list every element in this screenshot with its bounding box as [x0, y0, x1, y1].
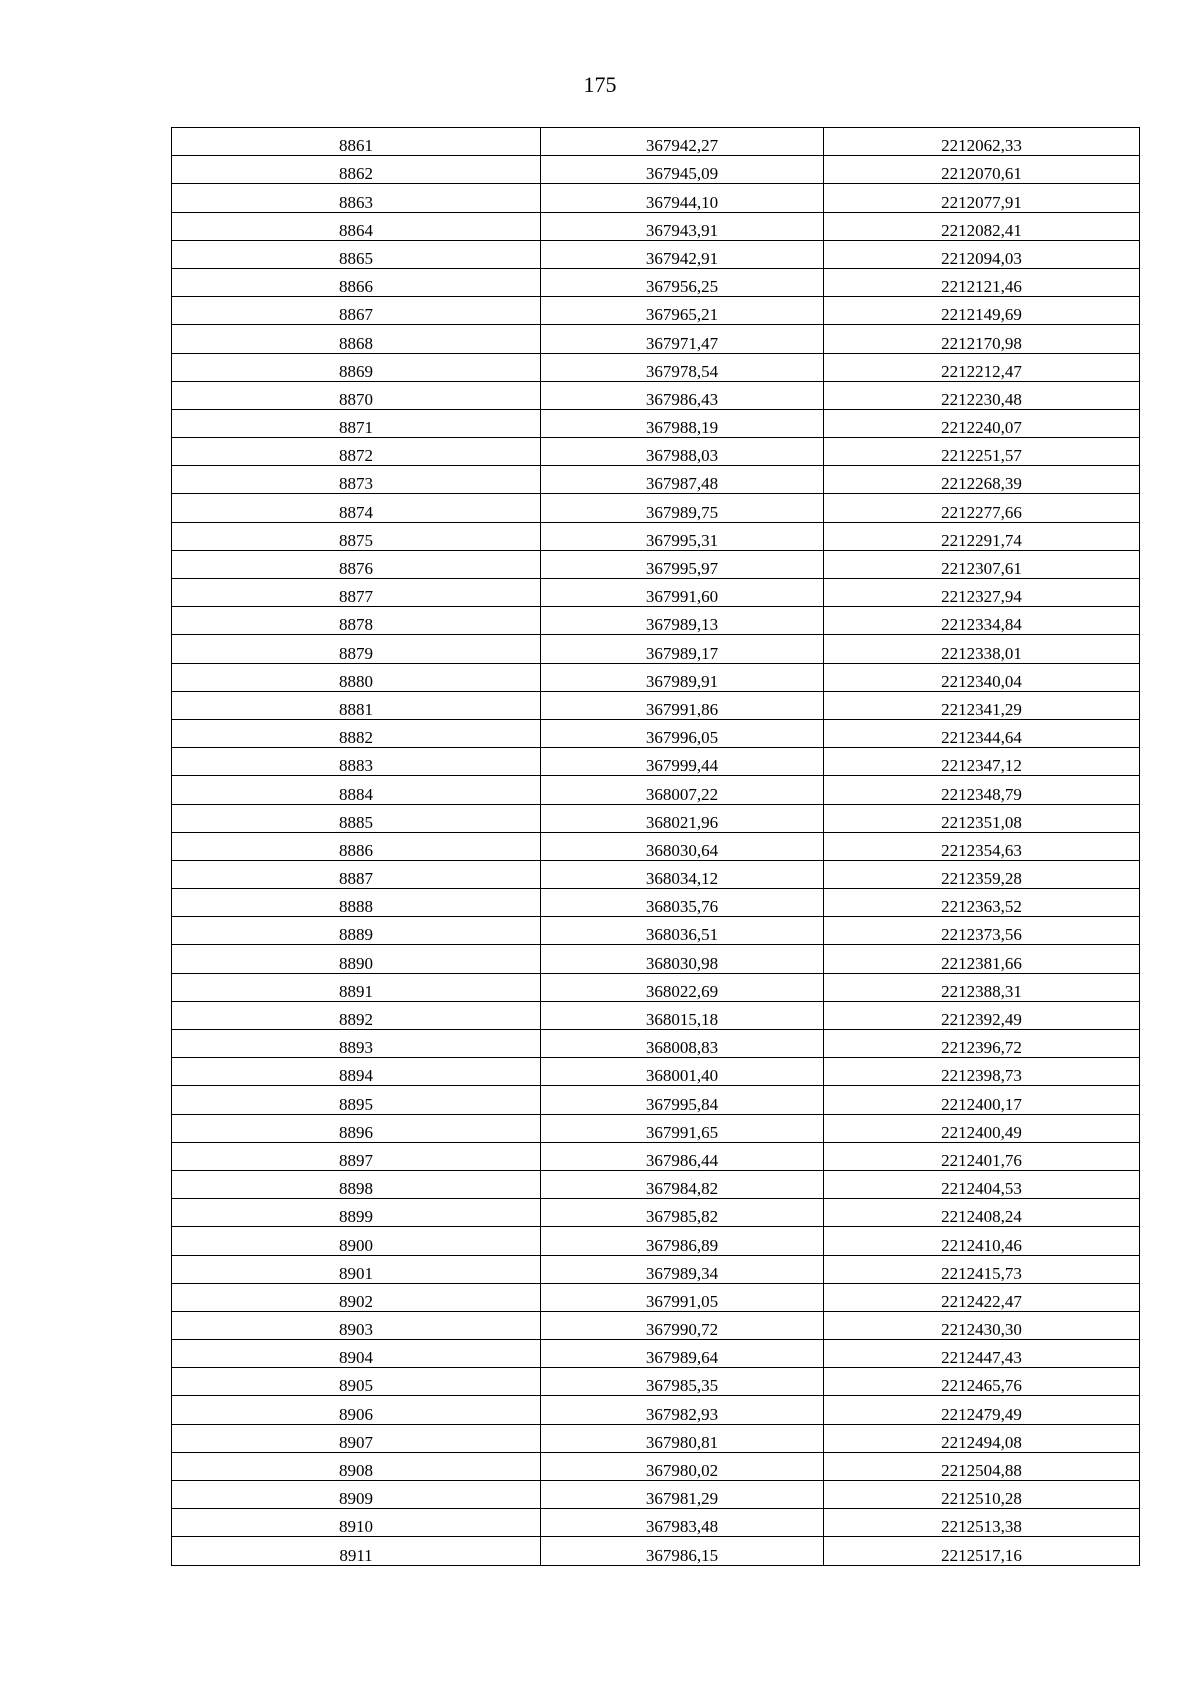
table-row [172, 212, 1140, 240]
x-coordinate-cell: 367999,44 [541, 748, 824, 776]
point-number-cell: 8861 [172, 128, 541, 156]
table-row [172, 1030, 1140, 1058]
point-number-cell: 8900 [172, 1227, 541, 1255]
y-coordinate-cell: 2212401,76 [824, 1142, 1140, 1170]
table-row [172, 860, 1140, 888]
coordinates-table-body [172, 128, 1140, 1566]
table-row [172, 494, 1140, 522]
table-row [172, 522, 1140, 550]
point-number-cell: 8894 [172, 1058, 541, 1086]
x-coordinate-cell: 368001,40 [541, 1058, 824, 1086]
y-coordinate-cell: 2212230,48 [824, 381, 1140, 409]
y-coordinate-cell: 2212479,49 [824, 1396, 1140, 1424]
table-row [172, 1396, 1140, 1424]
y-coordinate-cell: 2212307,61 [824, 550, 1140, 578]
table-row [172, 1509, 1140, 1537]
table-row [172, 1086, 1140, 1114]
y-coordinate-cell: 2212388,31 [824, 973, 1140, 1001]
table-row [172, 1227, 1140, 1255]
x-coordinate-cell: 368022,69 [541, 973, 824, 1001]
point-number-cell: 8905 [172, 1368, 541, 1396]
x-coordinate-cell: 367995,97 [541, 550, 824, 578]
y-coordinate-cell: 2212277,66 [824, 494, 1140, 522]
table-row [172, 748, 1140, 776]
table-row [172, 297, 1140, 325]
x-coordinate-cell: 367990,72 [541, 1311, 824, 1339]
table-row [172, 550, 1140, 578]
y-coordinate-cell: 2212410,46 [824, 1227, 1140, 1255]
y-coordinate-cell: 2212465,76 [824, 1368, 1140, 1396]
y-coordinate-cell: 2212517,16 [824, 1537, 1140, 1565]
y-coordinate-cell: 2212398,73 [824, 1058, 1140, 1086]
point-number-cell: 8862 [172, 156, 541, 184]
y-coordinate-cell: 2212400,17 [824, 1086, 1140, 1114]
table-row [172, 1001, 1140, 1029]
x-coordinate-cell: 367989,91 [541, 663, 824, 691]
x-coordinate-cell: 368015,18 [541, 1001, 824, 1029]
point-number-cell: 8902 [172, 1283, 541, 1311]
point-number-cell: 8903 [172, 1311, 541, 1339]
point-number-cell: 8909 [172, 1481, 541, 1509]
point-number-cell: 8897 [172, 1142, 541, 1170]
y-coordinate-cell: 2212351,08 [824, 804, 1140, 832]
table-row [172, 1199, 1140, 1227]
point-number-cell: 8888 [172, 889, 541, 917]
point-number-cell: 8868 [172, 325, 541, 353]
table-row [172, 973, 1140, 1001]
point-number-cell: 8872 [172, 438, 541, 466]
x-coordinate-cell: 367971,47 [541, 325, 824, 353]
table-row [172, 240, 1140, 268]
x-coordinate-cell: 368021,96 [541, 804, 824, 832]
y-coordinate-cell: 2212240,07 [824, 409, 1140, 437]
x-coordinate-cell: 367986,15 [541, 1537, 824, 1565]
y-coordinate-cell: 2212082,41 [824, 212, 1140, 240]
table-row [172, 579, 1140, 607]
y-coordinate-cell: 2212430,30 [824, 1311, 1140, 1339]
y-coordinate-cell: 2212121,46 [824, 268, 1140, 296]
x-coordinate-cell: 368034,12 [541, 860, 824, 888]
table-row [172, 832, 1140, 860]
y-coordinate-cell: 2212338,01 [824, 635, 1140, 663]
x-coordinate-cell: 367996,05 [541, 719, 824, 747]
x-coordinate-cell: 367986,89 [541, 1227, 824, 1255]
table-row [172, 1170, 1140, 1198]
y-coordinate-cell: 2212422,47 [824, 1283, 1140, 1311]
x-coordinate-cell: 367956,25 [541, 268, 824, 296]
point-number-cell: 8898 [172, 1170, 541, 1198]
y-coordinate-cell: 2212327,94 [824, 579, 1140, 607]
x-coordinate-cell: 367995,31 [541, 522, 824, 550]
x-coordinate-cell: 367942,27 [541, 128, 824, 156]
table-row [172, 353, 1140, 381]
x-coordinate-cell: 367989,64 [541, 1340, 824, 1368]
table-row [172, 889, 1140, 917]
table-row [172, 607, 1140, 635]
point-number-cell: 8893 [172, 1030, 541, 1058]
table-row [172, 635, 1140, 663]
x-coordinate-cell: 367985,82 [541, 1199, 824, 1227]
x-coordinate-cell: 367989,34 [541, 1255, 824, 1283]
y-coordinate-cell: 2212363,52 [824, 889, 1140, 917]
point-number-cell: 8867 [172, 297, 541, 325]
x-coordinate-cell: 367945,09 [541, 156, 824, 184]
point-number-cell: 8871 [172, 409, 541, 437]
point-number-cell: 8874 [172, 494, 541, 522]
point-number-cell: 8864 [172, 212, 541, 240]
point-number-cell: 8863 [172, 184, 541, 212]
y-coordinate-cell: 2212381,66 [824, 945, 1140, 973]
y-coordinate-cell: 2212504,88 [824, 1452, 1140, 1480]
point-number-cell: 8876 [172, 550, 541, 578]
x-coordinate-cell: 367988,19 [541, 409, 824, 437]
y-coordinate-cell: 2212149,69 [824, 297, 1140, 325]
table-row [172, 1368, 1140, 1396]
y-coordinate-cell: 2212373,56 [824, 917, 1140, 945]
y-coordinate-cell: 2212513,38 [824, 1509, 1140, 1537]
y-coordinate-cell: 2212212,47 [824, 353, 1140, 381]
table-row [172, 325, 1140, 353]
y-coordinate-cell: 2212291,74 [824, 522, 1140, 550]
point-number-cell: 8887 [172, 860, 541, 888]
x-coordinate-cell: 367978,54 [541, 353, 824, 381]
table-row [172, 804, 1140, 832]
point-number-cell: 8865 [172, 240, 541, 268]
table-row [172, 184, 1140, 212]
table-row [172, 1142, 1140, 1170]
x-coordinate-cell: 367984,82 [541, 1170, 824, 1198]
y-coordinate-cell: 2212340,04 [824, 663, 1140, 691]
point-number-cell: 8895 [172, 1086, 541, 1114]
x-coordinate-cell: 367943,91 [541, 212, 824, 240]
y-coordinate-cell: 2212392,49 [824, 1001, 1140, 1029]
table-row [172, 917, 1140, 945]
table-row [172, 409, 1140, 437]
y-coordinate-cell: 2212334,84 [824, 607, 1140, 635]
x-coordinate-cell: 367980,81 [541, 1424, 824, 1452]
table-row [172, 1424, 1140, 1452]
x-coordinate-cell: 367981,29 [541, 1481, 824, 1509]
y-coordinate-cell: 2212341,29 [824, 691, 1140, 719]
x-coordinate-cell: 367983,48 [541, 1509, 824, 1537]
point-number-cell: 8892 [172, 1001, 541, 1029]
y-coordinate-cell: 2212268,39 [824, 466, 1140, 494]
point-number-cell: 8904 [172, 1340, 541, 1368]
table-row [172, 1481, 1140, 1509]
x-coordinate-cell: 367985,35 [541, 1368, 824, 1396]
point-number-cell: 8879 [172, 635, 541, 663]
x-coordinate-cell: 368007,22 [541, 776, 824, 804]
point-number-cell: 8866 [172, 268, 541, 296]
table-row [172, 1283, 1140, 1311]
x-coordinate-cell: 368036,51 [541, 917, 824, 945]
x-coordinate-cell: 367989,17 [541, 635, 824, 663]
y-coordinate-cell: 2212404,53 [824, 1170, 1140, 1198]
point-number-cell: 8880 [172, 663, 541, 691]
x-coordinate-cell: 367965,21 [541, 297, 824, 325]
table-row [172, 128, 1140, 156]
x-coordinate-cell: 368030,64 [541, 832, 824, 860]
table-row [172, 691, 1140, 719]
point-number-cell: 8906 [172, 1396, 541, 1424]
y-coordinate-cell: 2212170,98 [824, 325, 1140, 353]
table-row [172, 381, 1140, 409]
point-number-cell: 8875 [172, 522, 541, 550]
point-number-cell: 8883 [172, 748, 541, 776]
table-row [172, 776, 1140, 804]
y-coordinate-cell: 2212348,79 [824, 776, 1140, 804]
table-row [172, 156, 1140, 184]
x-coordinate-cell: 367982,93 [541, 1396, 824, 1424]
x-coordinate-cell: 368035,76 [541, 889, 824, 917]
point-number-cell: 8884 [172, 776, 541, 804]
table-row [172, 1255, 1140, 1283]
x-coordinate-cell: 367987,48 [541, 466, 824, 494]
point-number-cell: 8882 [172, 719, 541, 747]
point-number-cell: 8901 [172, 1255, 541, 1283]
y-coordinate-cell: 2212077,91 [824, 184, 1140, 212]
y-coordinate-cell: 2212359,28 [824, 860, 1140, 888]
point-number-cell: 8907 [172, 1424, 541, 1452]
table-row [172, 268, 1140, 296]
x-coordinate-cell: 368030,98 [541, 945, 824, 973]
point-number-cell: 8870 [172, 381, 541, 409]
x-coordinate-cell: 367991,05 [541, 1283, 824, 1311]
table-row [172, 663, 1140, 691]
x-coordinate-cell: 368008,83 [541, 1030, 824, 1058]
point-number-cell: 8899 [172, 1199, 541, 1227]
table-row [172, 1452, 1140, 1480]
x-coordinate-cell: 367991,65 [541, 1114, 824, 1142]
y-coordinate-cell: 2212354,63 [824, 832, 1140, 860]
point-number-cell: 8890 [172, 945, 541, 973]
x-coordinate-cell: 367991,86 [541, 691, 824, 719]
y-coordinate-cell: 2212344,64 [824, 719, 1140, 747]
y-coordinate-cell: 2212396,72 [824, 1030, 1140, 1058]
table-row [172, 945, 1140, 973]
table-row [172, 719, 1140, 747]
point-number-cell: 8886 [172, 832, 541, 860]
point-number-cell: 8910 [172, 1509, 541, 1537]
table-row [172, 466, 1140, 494]
y-coordinate-cell: 2212347,12 [824, 748, 1140, 776]
point-number-cell: 8877 [172, 579, 541, 607]
y-coordinate-cell: 2212062,33 [824, 128, 1140, 156]
table-row [172, 1058, 1140, 1086]
y-coordinate-cell: 2212494,08 [824, 1424, 1140, 1452]
x-coordinate-cell: 367989,75 [541, 494, 824, 522]
x-coordinate-cell: 367988,03 [541, 438, 824, 466]
point-number-cell: 8889 [172, 917, 541, 945]
table-row [172, 1311, 1140, 1339]
point-number-cell: 8908 [172, 1452, 541, 1480]
table-row [172, 1537, 1140, 1565]
y-coordinate-cell: 2212094,03 [824, 240, 1140, 268]
table-row [172, 1340, 1140, 1368]
table-row [172, 438, 1140, 466]
table-row [172, 1114, 1140, 1142]
x-coordinate-cell: 367995,84 [541, 1086, 824, 1114]
point-number-cell: 8885 [172, 804, 541, 832]
point-number-cell: 8891 [172, 973, 541, 1001]
x-coordinate-cell: 367991,60 [541, 579, 824, 607]
y-coordinate-cell: 2212251,57 [824, 438, 1140, 466]
point-number-cell: 8896 [172, 1114, 541, 1142]
x-coordinate-cell: 367942,91 [541, 240, 824, 268]
coordinates-table [171, 127, 1140, 1566]
point-number-cell: 8869 [172, 353, 541, 381]
x-coordinate-cell: 367986,43 [541, 381, 824, 409]
point-number-cell: 8911 [172, 1537, 541, 1565]
y-coordinate-cell: 2212415,73 [824, 1255, 1140, 1283]
x-coordinate-cell: 367989,13 [541, 607, 824, 635]
page-number: 175 [583, 72, 617, 97]
point-number-cell: 8873 [172, 466, 541, 494]
y-coordinate-cell: 2212447,43 [824, 1340, 1140, 1368]
point-number-cell: 8878 [172, 607, 541, 635]
y-coordinate-cell: 2212400,49 [824, 1114, 1140, 1142]
y-coordinate-cell: 2212510,28 [824, 1481, 1140, 1509]
x-coordinate-cell: 367986,44 [541, 1142, 824, 1170]
x-coordinate-cell: 367944,10 [541, 184, 824, 212]
y-coordinate-cell: 2212408,24 [824, 1199, 1140, 1227]
y-coordinate-cell: 2212070,61 [824, 156, 1140, 184]
x-coordinate-cell: 367980,02 [541, 1452, 824, 1480]
point-number-cell: 8881 [172, 691, 541, 719]
